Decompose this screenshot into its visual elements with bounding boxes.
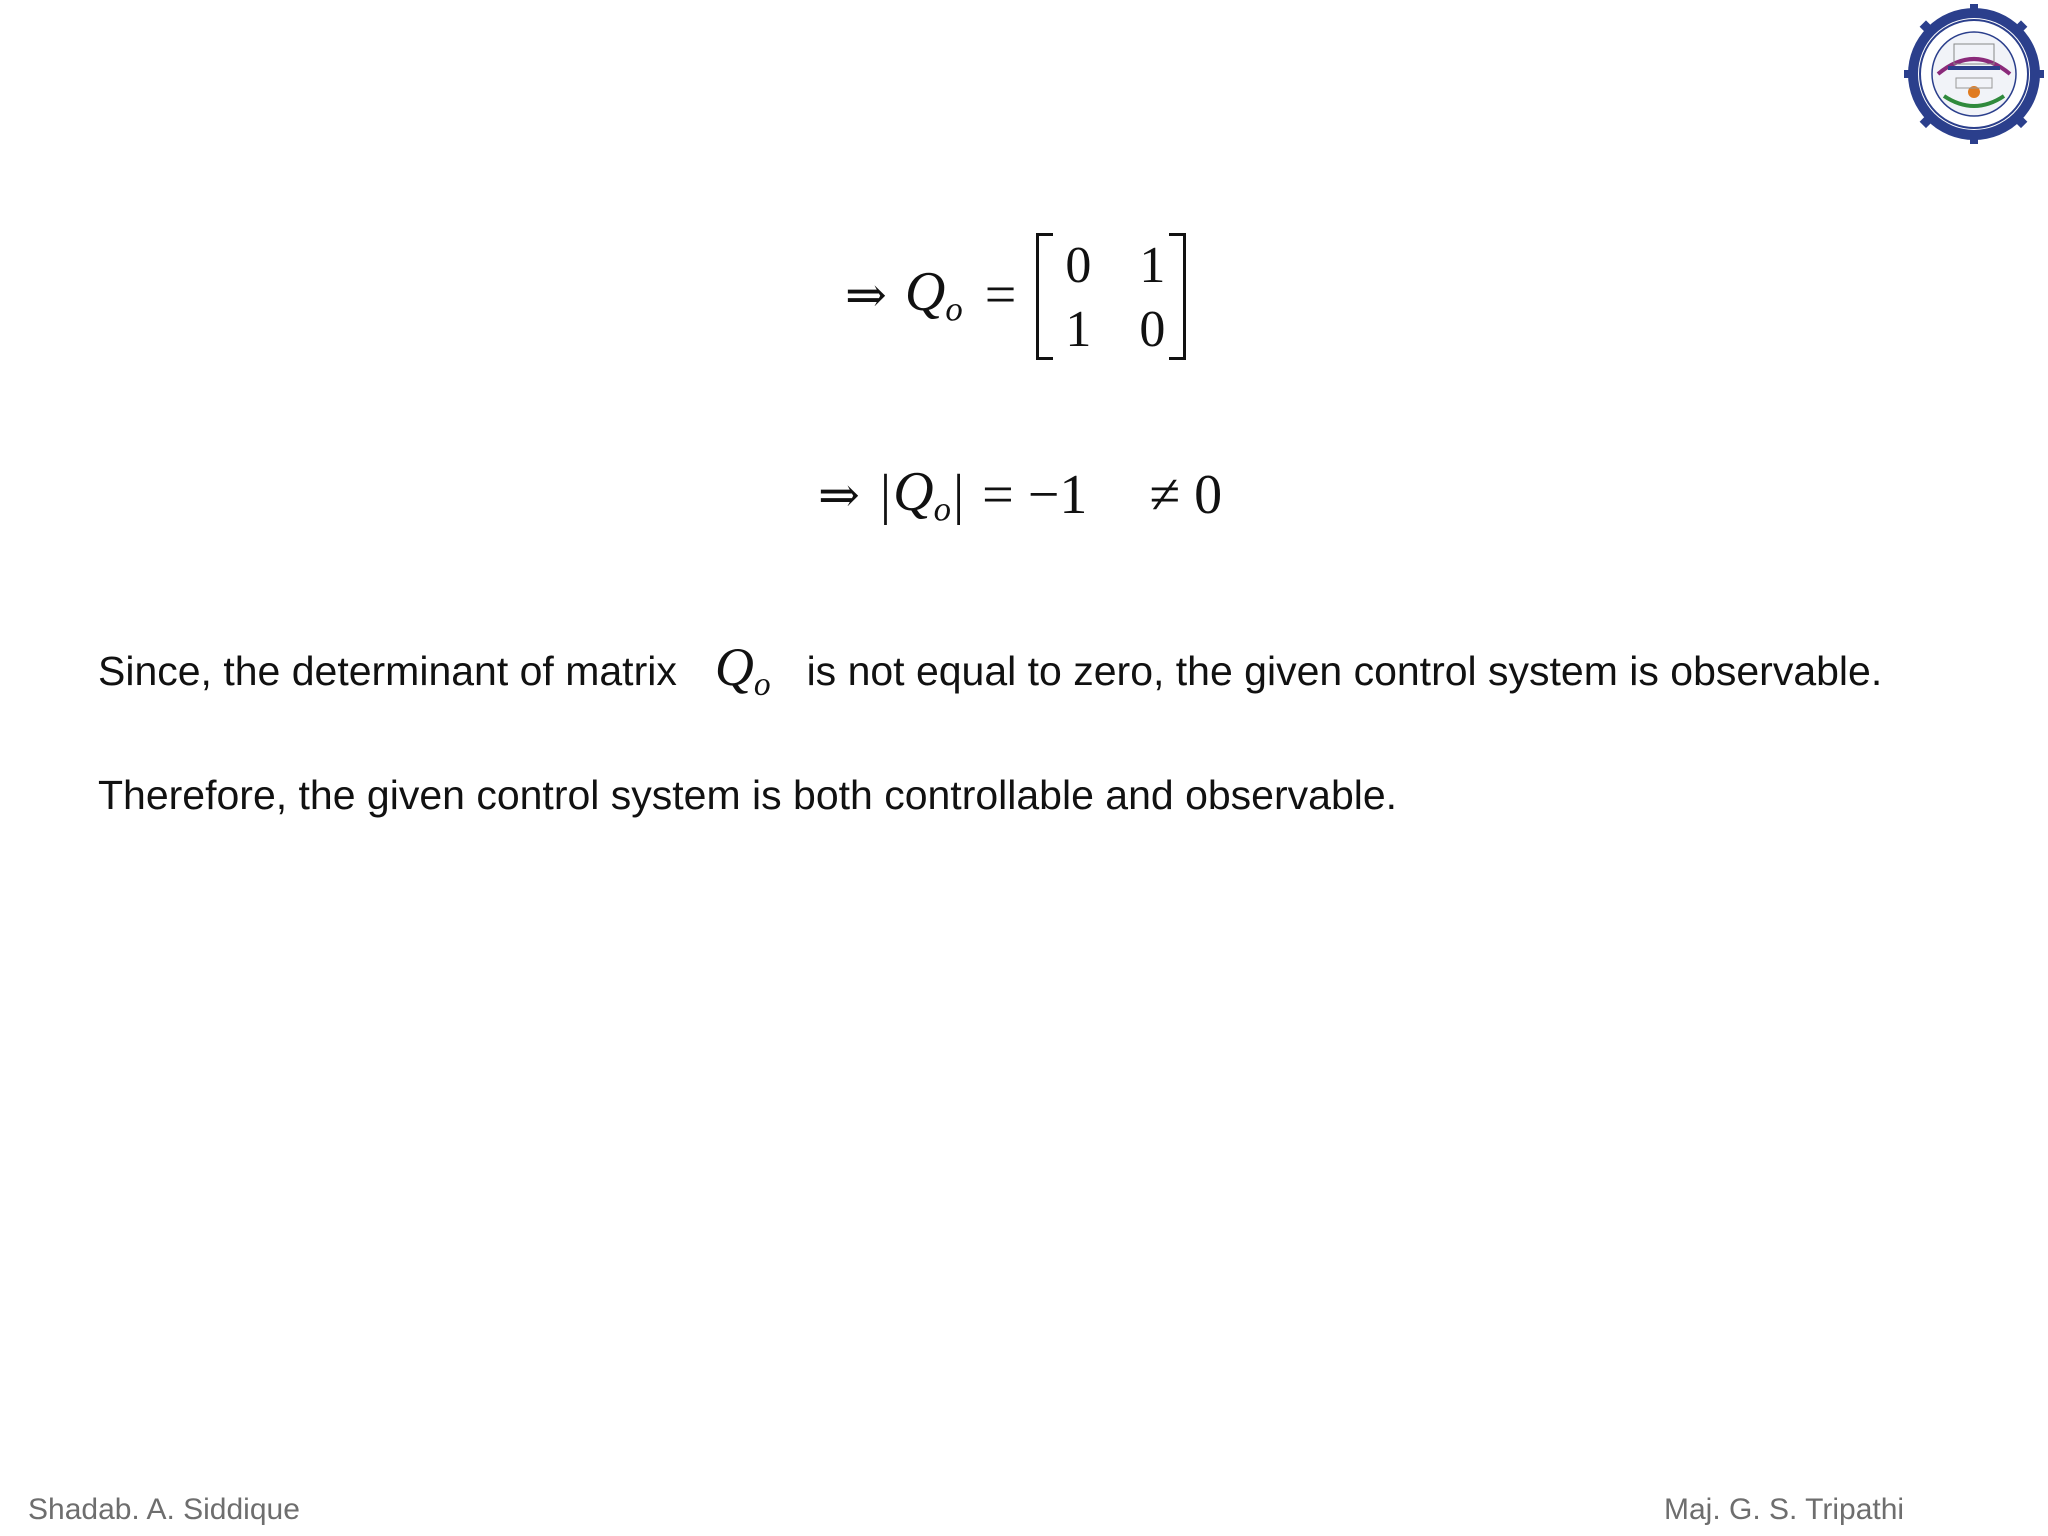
implies-symbol: ⇒ [845, 266, 887, 324]
abs-bar-open: | [879, 464, 892, 526]
footer-author-left: Shadab. A. Siddique [28, 1493, 300, 1526]
text-segment: Since, the determinant of matrix [98, 648, 677, 694]
matrix-variable: $Q_o$ [893, 461, 951, 529]
conclusion-controllable-observable: Therefore, the given control system is both controllable and observable. [98, 772, 1398, 818]
footer-author-right: Maj. G. S. Tripathi [1664, 1493, 1905, 1526]
matrix [1036, 230, 1186, 360]
determinant-value: = −1 [982, 464, 1088, 526]
inline-matrix-variable: $Q_o$ [714, 637, 771, 704]
matrix-cell: 0 [1065, 237, 1092, 294]
matrix-variable: $Q_o$ [904, 261, 963, 329]
matrix-cell: 1 [1065, 301, 1092, 358]
matrix-cell: 0 [1139, 301, 1166, 358]
left-bracket [1036, 233, 1053, 360]
implies-symbol: ⇒ [818, 466, 860, 524]
text-segment: is not equal to zero, the given control system is observable. [806, 648, 1883, 694]
university-seal-icon [1904, 4, 2044, 144]
abs-bar-close: | [952, 464, 965, 526]
equation-determinant [818, 460, 1222, 530]
equation-observability-matrix [845, 225, 1186, 365]
matrix-cell: 1 [1139, 237, 1166, 294]
not-equal-zero: ≠ 0 [1149, 464, 1223, 526]
conclusion-observable [98, 636, 1882, 704]
equals-symbol: = [984, 264, 1017, 326]
